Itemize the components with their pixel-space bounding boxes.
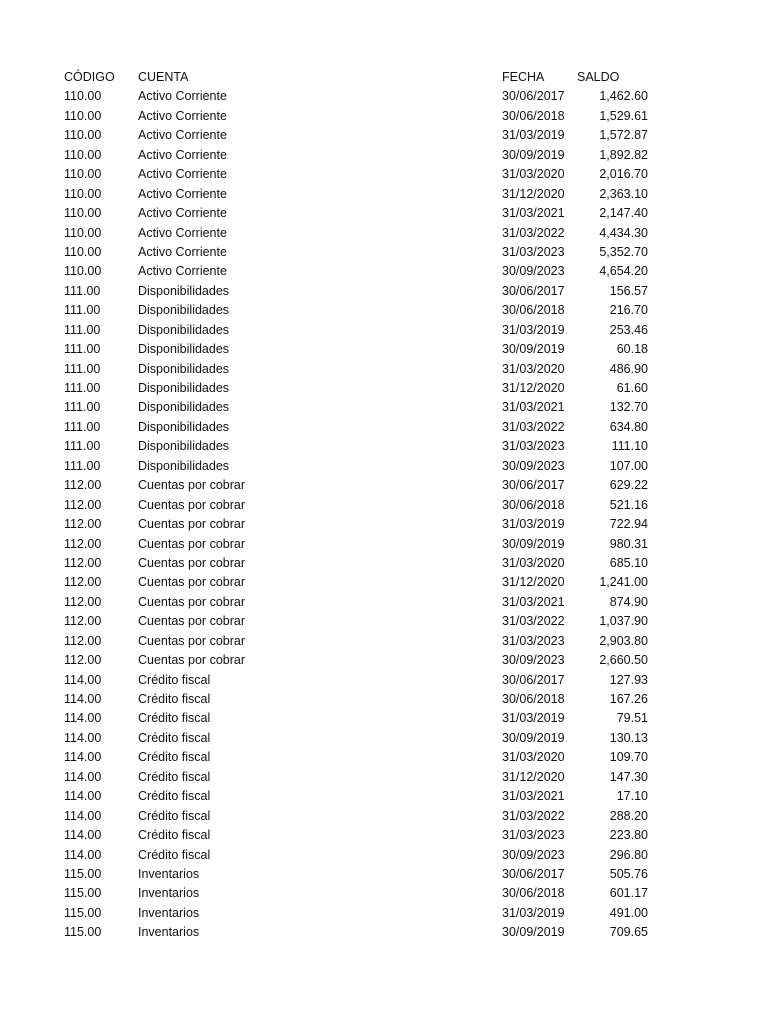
cell-account: Inventarios <box>138 886 200 901</box>
cell-balance: 629.22 <box>609 478 648 493</box>
cell-balance: 216.70 <box>609 303 648 318</box>
cell-account: Cuentas por cobrar <box>138 633 246 648</box>
cell-account: Inventarios <box>138 905 200 920</box>
table-row <box>0 282 768 301</box>
table-row <box>0 729 768 748</box>
cell-code: 112.00 <box>64 517 102 532</box>
cell-balance: 521.16 <box>609 497 648 512</box>
cell-balance: 874.90 <box>609 594 648 609</box>
cell-date: 31/12/2020 <box>502 381 565 395</box>
cell-account: Inventarios <box>138 866 200 881</box>
cell-date: 31/03/2023 <box>502 244 565 259</box>
cell-balance: 132.70 <box>609 400 648 415</box>
cell-code: 114.00 <box>64 711 102 726</box>
cell-date: 31/03/2019 <box>502 711 565 726</box>
cell-code: 112.00 <box>64 478 102 493</box>
table-row <box>0 457 768 476</box>
cell-balance: 2,903.80 <box>599 633 648 648</box>
cell-account: Disponibilidades <box>138 400 230 415</box>
cell-code: 110.00 <box>64 186 102 201</box>
cell-balance: 1,241.00 <box>599 575 648 590</box>
cell-balance: 167.26 <box>609 692 648 706</box>
cell-date: 31/03/2019 <box>502 517 565 532</box>
cell-date: 31/03/2020 <box>502 361 565 376</box>
cell-code: 114.00 <box>64 847 102 862</box>
cell-balance: 709.65 <box>609 925 648 940</box>
table-row <box>0 321 768 340</box>
cell-date: 30/06/2018 <box>502 497 565 512</box>
cell-account: Cuentas por cobrar <box>138 497 246 512</box>
cell-code: 110.00 <box>64 128 102 143</box>
cell-date: 30/06/2017 <box>502 478 565 493</box>
cell-code: 112.00 <box>64 497 102 512</box>
cell-balance: 130.13 <box>609 730 648 745</box>
table-row <box>0 126 768 145</box>
cell-account: Crédito fiscal <box>138 730 211 745</box>
table-row <box>0 671 768 690</box>
table-row <box>0 165 768 184</box>
cell-account: Cuentas por cobrar <box>138 614 246 629</box>
cell-code: 114.00 <box>64 769 102 784</box>
cell-balance: 223.80 <box>609 828 648 843</box>
cell-code: 110.00 <box>64 108 102 123</box>
cell-code: 114.00 <box>64 750 102 765</box>
cell-balance: 107.00 <box>609 458 648 473</box>
cell-balance: 685.10 <box>609 555 648 570</box>
cell-balance: 1,529.61 <box>599 108 648 123</box>
cell-date: 30/09/2023 <box>502 847 565 862</box>
cell-date: 31/03/2019 <box>502 322 565 337</box>
cell-code: 114.00 <box>64 692 102 706</box>
table-header-row <box>0 68 768 87</box>
cell-code: 115.00 <box>64 866 102 881</box>
cell-date: 30/09/2023 <box>502 653 565 668</box>
cell-account: Cuentas por cobrar <box>138 517 246 532</box>
cell-date: 31/03/2020 <box>502 555 565 570</box>
cell-date: 30/09/2023 <box>502 458 565 473</box>
cell-date: 30/06/2018 <box>502 692 565 706</box>
cell-code: 112.00 <box>64 653 102 668</box>
table-row <box>0 243 768 262</box>
table-row <box>0 709 768 728</box>
cell-account: Cuentas por cobrar <box>138 536 246 551</box>
cell-code: 114.00 <box>64 730 102 745</box>
cell-account: Disponibilidades <box>138 303 230 318</box>
cell-code: 114.00 <box>64 808 102 823</box>
cell-balance: 127.93 <box>609 672 648 687</box>
cell-account: Cuentas por cobrar <box>138 555 246 570</box>
cell-balance: 296.80 <box>609 847 648 862</box>
table-row <box>0 301 768 320</box>
table-row <box>0 515 768 534</box>
table-row <box>0 496 768 515</box>
cell-account: Disponibilidades <box>138 361 230 376</box>
cell-account: Activo Corriente <box>138 186 227 201</box>
cell-code: 115.00 <box>64 925 102 940</box>
cell-account: Activo Corriente <box>138 206 227 221</box>
cell-date: 31/12/2020 <box>502 186 565 201</box>
cell-account: Disponibilidades <box>138 283 230 298</box>
cell-account: Activo Corriente <box>138 244 227 259</box>
cell-code: 111.00 <box>64 400 101 415</box>
cell-balance: 111.10 <box>611 439 648 454</box>
cell-account: Activo Corriente <box>138 225 227 240</box>
table-row <box>0 807 768 826</box>
cell-balance: 601.17 <box>609 886 648 901</box>
cell-code: 112.00 <box>64 633 102 648</box>
cell-account: Crédito fiscal <box>138 711 211 726</box>
cell-account: Activo Corriente <box>138 264 227 279</box>
cell-account: Crédito fiscal <box>138 847 211 862</box>
cell-date: 31/03/2023 <box>502 828 565 843</box>
cell-account: Crédito fiscal <box>138 769 211 784</box>
cell-date: 30/06/2017 <box>502 672 565 687</box>
cell-date: 30/06/2017 <box>502 89 565 104</box>
cell-account: Crédito fiscal <box>138 808 211 823</box>
cell-account: Activo Corriente <box>138 147 227 162</box>
table-row <box>0 768 768 787</box>
header-account: CUENTA <box>138 70 189 84</box>
cell-date: 30/06/2017 <box>502 866 565 881</box>
cell-date: 30/06/2018 <box>502 886 565 901</box>
cell-balance: 2,660.50 <box>599 653 648 668</box>
cell-balance: 1,892.82 <box>599 147 648 162</box>
cell-account: Disponibilidades <box>138 439 230 454</box>
cell-balance: 4,654.20 <box>599 264 648 279</box>
cell-code: 111.00 <box>64 303 101 318</box>
cell-balance: 2,016.70 <box>599 167 648 182</box>
cell-code: 111.00 <box>64 439 101 454</box>
table-row <box>0 632 768 651</box>
cell-account: Cuentas por cobrar <box>138 478 246 493</box>
cell-account: Cuentas por cobrar <box>138 594 246 609</box>
table-row <box>0 923 768 942</box>
cell-balance: 2,147.40 <box>599 206 648 221</box>
cell-balance: 156.57 <box>609 283 648 298</box>
header-date: FECHA <box>502 70 545 84</box>
cell-date: 31/03/2020 <box>502 167 565 182</box>
table-row <box>0 340 768 359</box>
cell-code: 110.00 <box>64 225 102 240</box>
cell-code: 110.00 <box>64 147 102 162</box>
cell-date: 31/03/2023 <box>502 633 565 648</box>
cell-code: 115.00 <box>64 886 102 901</box>
cell-code: 112.00 <box>64 536 102 551</box>
table-row <box>0 204 768 223</box>
table-row <box>0 787 768 806</box>
cell-date: 31/12/2020 <box>502 769 565 784</box>
cell-date: 30/09/2019 <box>502 536 565 551</box>
table-row <box>0 146 768 165</box>
cell-date: 30/09/2019 <box>502 730 565 745</box>
cell-account: Crédito fiscal <box>138 750 211 765</box>
table-row <box>0 748 768 767</box>
cell-date: 31/03/2022 <box>502 225 565 240</box>
cell-date: 31/03/2019 <box>502 905 565 920</box>
cell-account: Activo Corriente <box>138 128 227 143</box>
cell-account: Crédito fiscal <box>138 692 211 706</box>
cell-account: Crédito fiscal <box>138 789 211 804</box>
cell-account: Cuentas por cobrar <box>138 653 246 668</box>
cell-code: 112.00 <box>64 555 102 570</box>
cell-balance: 79.51 <box>616 711 648 726</box>
cell-code: 115.00 <box>64 905 102 920</box>
cell-date: 31/03/2022 <box>502 614 565 629</box>
cell-balance: 634.80 <box>609 419 648 434</box>
cell-account: Disponibilidades <box>138 381 230 395</box>
cell-balance: 17.10 <box>616 789 648 804</box>
cell-balance: 491.00 <box>609 905 648 920</box>
cell-code: 114.00 <box>64 828 102 843</box>
cell-balance: 486.90 <box>609 361 648 376</box>
cell-account: Activo Corriente <box>138 89 227 104</box>
cell-date: 31/12/2020 <box>502 575 565 590</box>
cell-date: 30/06/2017 <box>502 283 565 298</box>
cell-date: 30/09/2019 <box>502 147 565 162</box>
table-row <box>0 554 768 573</box>
cell-code: 112.00 <box>64 594 102 609</box>
cell-account: Crédito fiscal <box>138 828 211 843</box>
cell-balance: 109.70 <box>609 750 648 765</box>
cell-code: 114.00 <box>64 672 102 687</box>
table-row <box>0 884 768 903</box>
cell-date: 30/06/2018 <box>502 303 565 318</box>
table-row <box>0 398 768 417</box>
cell-code: 112.00 <box>64 575 102 590</box>
table-row <box>0 476 768 495</box>
cell-date: 31/03/2021 <box>502 400 565 415</box>
table-row <box>0 107 768 126</box>
cell-balance: 980.31 <box>609 536 648 551</box>
cell-date: 30/06/2018 <box>502 108 565 123</box>
cell-account: Cuentas por cobrar <box>138 575 246 590</box>
header-balance: SALDO <box>577 70 620 84</box>
cell-balance: 61.60 <box>616 381 648 395</box>
table-row <box>0 379 768 398</box>
cell-date: 31/03/2021 <box>502 789 565 804</box>
cell-date: 30/09/2023 <box>502 264 565 279</box>
table-row <box>0 573 768 592</box>
cell-code: 110.00 <box>64 206 102 221</box>
cell-date: 31/03/2023 <box>502 439 565 454</box>
cell-code: 111.00 <box>64 322 101 337</box>
table-row <box>0 651 768 670</box>
cell-balance: 253.46 <box>609 322 648 337</box>
cell-date: 30/09/2019 <box>502 925 565 940</box>
table-body <box>0 87 768 942</box>
cell-balance: 1,037.90 <box>599 614 648 629</box>
cell-balance: 288.20 <box>609 808 648 823</box>
table-row <box>0 224 768 243</box>
table-row <box>0 690 768 709</box>
cell-date: 31/03/2021 <box>502 594 565 609</box>
cell-code: 111.00 <box>64 458 101 473</box>
cell-balance: 505.76 <box>609 866 648 881</box>
cell-account: Disponibilidades <box>138 458 230 473</box>
cell-date: 31/03/2021 <box>502 206 565 221</box>
cell-date: 31/03/2020 <box>502 750 565 765</box>
cell-balance: 5,352.70 <box>599 244 648 259</box>
table-row <box>0 360 768 379</box>
cell-account: Disponibilidades <box>138 342 230 357</box>
cell-account: Activo Corriente <box>138 167 227 182</box>
cell-code: 111.00 <box>64 283 101 298</box>
cell-balance: 2,363.10 <box>599 186 648 201</box>
cell-code: 110.00 <box>64 244 102 259</box>
cell-code: 112.00 <box>64 614 102 629</box>
cell-balance: 4,434.30 <box>599 225 648 240</box>
table-row <box>0 612 768 631</box>
table-row <box>0 846 768 865</box>
cell-code: 114.00 <box>64 789 102 804</box>
table-row <box>0 593 768 612</box>
table-row <box>0 437 768 456</box>
cell-date: 30/09/2019 <box>502 342 565 357</box>
header-code: CÓDIGO <box>64 70 115 84</box>
cell-balance: 147.30 <box>609 769 648 784</box>
cell-balance: 60.18 <box>616 342 648 357</box>
cell-code: 111.00 <box>64 419 101 434</box>
cell-account: Disponibilidades <box>138 419 230 434</box>
cell-account: Inventarios <box>138 925 200 940</box>
cell-code: 111.00 <box>64 342 101 357</box>
table-row <box>0 262 768 281</box>
cell-date: 31/03/2019 <box>502 128 565 143</box>
cell-account: Activo Corriente <box>138 108 227 123</box>
cell-balance: 722.94 <box>609 517 648 532</box>
balance-table <box>0 68 768 943</box>
cell-code: 111.00 <box>64 381 101 395</box>
cell-code: 110.00 <box>64 167 102 182</box>
table-row <box>0 904 768 923</box>
cell-date: 31/03/2022 <box>502 419 565 434</box>
cell-code: 110.00 <box>64 264 102 279</box>
cell-balance: 1,462.60 <box>599 89 648 104</box>
table-row <box>0 535 768 554</box>
cell-date: 31/03/2022 <box>502 808 565 823</box>
table-row <box>0 418 768 437</box>
cell-account: Crédito fiscal <box>138 672 211 687</box>
cell-code: 111.00 <box>64 361 101 376</box>
table-row <box>0 87 768 106</box>
cell-balance: 1,572.87 <box>599 128 648 143</box>
table-row <box>0 865 768 884</box>
table-row <box>0 826 768 845</box>
table-row <box>0 185 768 204</box>
cell-code: 110.00 <box>64 89 102 104</box>
cell-account: Disponibilidades <box>138 322 230 337</box>
